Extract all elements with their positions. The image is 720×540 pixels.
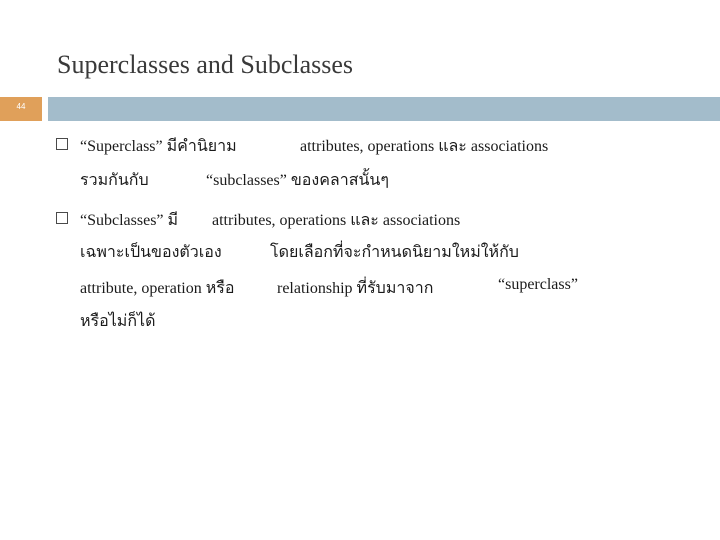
bullet-2-line-2-part-2: โดยเลือกที่จะกำหนดนิยามใหม่ให้กับ	[270, 244, 519, 261]
bullet-2-line-2-part-1: เฉพาะเป็นของตัวเอง	[80, 244, 222, 261]
bullet-2-line-1-part-2: attributes, operations และ associations	[212, 212, 461, 229]
square-bullet-icon	[56, 138, 68, 150]
bullet-2-line-4-part-1: หรือไม่ก็ได้	[80, 313, 156, 330]
bullet-2-line-1-part-1: “Subclasses” มี	[80, 212, 179, 229]
bullet-2-line-3-part-2: relationship ที่รับมาจาก	[277, 280, 434, 297]
bullet-1-line-1-part-2: attributes, operations และ associations	[300, 138, 549, 155]
header-bar	[48, 97, 720, 121]
bullet-1-line-2-part-1: รวมกันกับ	[80, 172, 149, 189]
page-number: 44	[16, 102, 26, 111]
slide-title: Superclasses and Subclasses	[57, 50, 354, 79]
bullet-2-line-3-part-1: attribute, operation หรือ	[80, 280, 235, 297]
bullet-1-line-2-part-2: “subclasses” ของคลาสนั้นๆ	[206, 172, 389, 189]
bullet-1-line-1-part-1: “Superclass” มีคำนิยาม	[80, 138, 237, 155]
bullet-2-line-3-part-3: “superclass”	[498, 276, 578, 293]
square-bullet-icon	[56, 212, 68, 224]
